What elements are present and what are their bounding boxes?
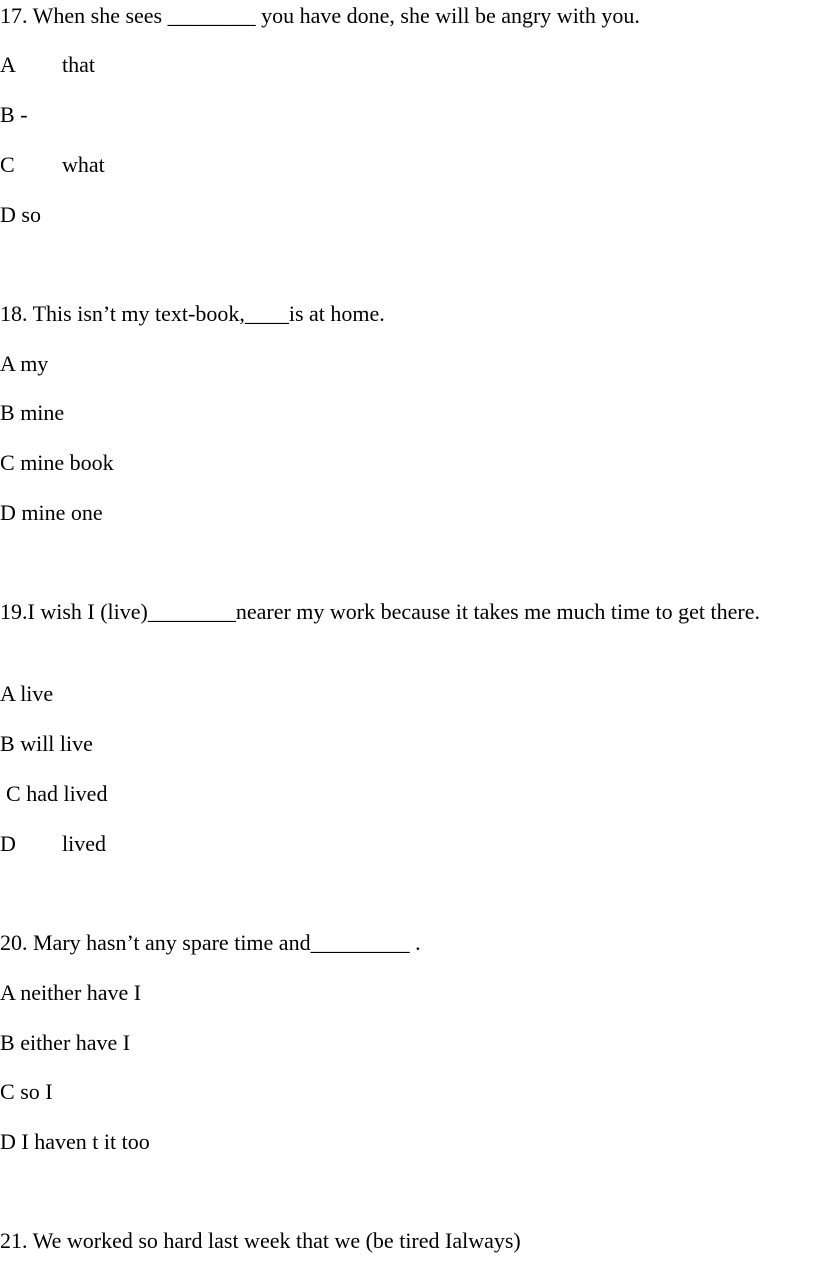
option-text: live	[20, 681, 54, 706]
option-text: will live	[20, 731, 93, 756]
option-text: I haven t it too	[21, 1129, 150, 1154]
question-17-option-b	[0, 99, 28, 131]
option-letter: B	[0, 1030, 15, 1055]
question-18-option-d	[0, 497, 103, 529]
option-text: that	[62, 52, 95, 77]
option-text: mine book	[20, 450, 114, 475]
question-19-option-d	[0, 828, 106, 860]
question-20-option-c	[0, 1076, 53, 1108]
option-letter: C	[6, 781, 21, 806]
option-letter: B	[0, 731, 15, 756]
question-17-option-a	[0, 49, 95, 81]
question-20-option-b	[0, 1027, 130, 1059]
question-17-option-c	[0, 149, 105, 181]
option-letter: C	[0, 450, 15, 475]
question-20-option-a	[0, 977, 141, 1009]
option-text: either have I	[20, 1030, 131, 1055]
option-text: -	[20, 102, 28, 127]
question-19-option-c	[0, 778, 107, 810]
option-text: what	[62, 152, 105, 177]
question-21-stem: 21. We worked so hard last week that we (be tired Ialways)	[0, 1228, 521, 1253]
option-letter: D	[0, 202, 16, 227]
question-18-option-b	[0, 397, 64, 429]
question-20-stem: 20. Mary hasn’t any spare time and_________ .	[0, 930, 421, 955]
option-text: neither have I	[20, 980, 142, 1005]
option-text: my	[20, 351, 49, 376]
option-letter: B	[0, 400, 15, 425]
option-text: mine	[20, 400, 65, 425]
question-17-option-d	[0, 199, 41, 231]
question-20-option-d	[0, 1126, 150, 1158]
question-18-option-c	[0, 447, 114, 479]
option-text: lived	[62, 831, 106, 856]
question-19-option-b	[0, 728, 93, 760]
option-letter: A	[0, 351, 15, 376]
question-18-stem: 18. This isn’t my text-book,____is at home.	[0, 301, 385, 326]
option-letter: D	[0, 1129, 16, 1154]
option-letter: D	[0, 500, 16, 525]
question-19-option-a	[0, 678, 53, 710]
option-text: had lived	[26, 781, 108, 806]
option-letter: A	[0, 681, 15, 706]
question-18-option-a	[0, 348, 48, 380]
question-17-stem: 17. When she sees ________ you have done, she will be angry with you.	[0, 3, 640, 28]
option-text: so	[21, 202, 41, 227]
option-letter: C	[0, 152, 15, 177]
question-19-stem: 19.I wish I (live)________nearer my work because it takes me much time to get there.	[0, 599, 760, 624]
option-letter: C	[0, 1079, 15, 1104]
option-text: so I	[20, 1079, 53, 1104]
option-letter: A	[0, 52, 16, 77]
option-letter: A	[0, 980, 15, 1005]
option-letter: B	[0, 102, 15, 127]
option-letter: D	[0, 831, 16, 856]
option-text: mine one	[21, 500, 103, 525]
